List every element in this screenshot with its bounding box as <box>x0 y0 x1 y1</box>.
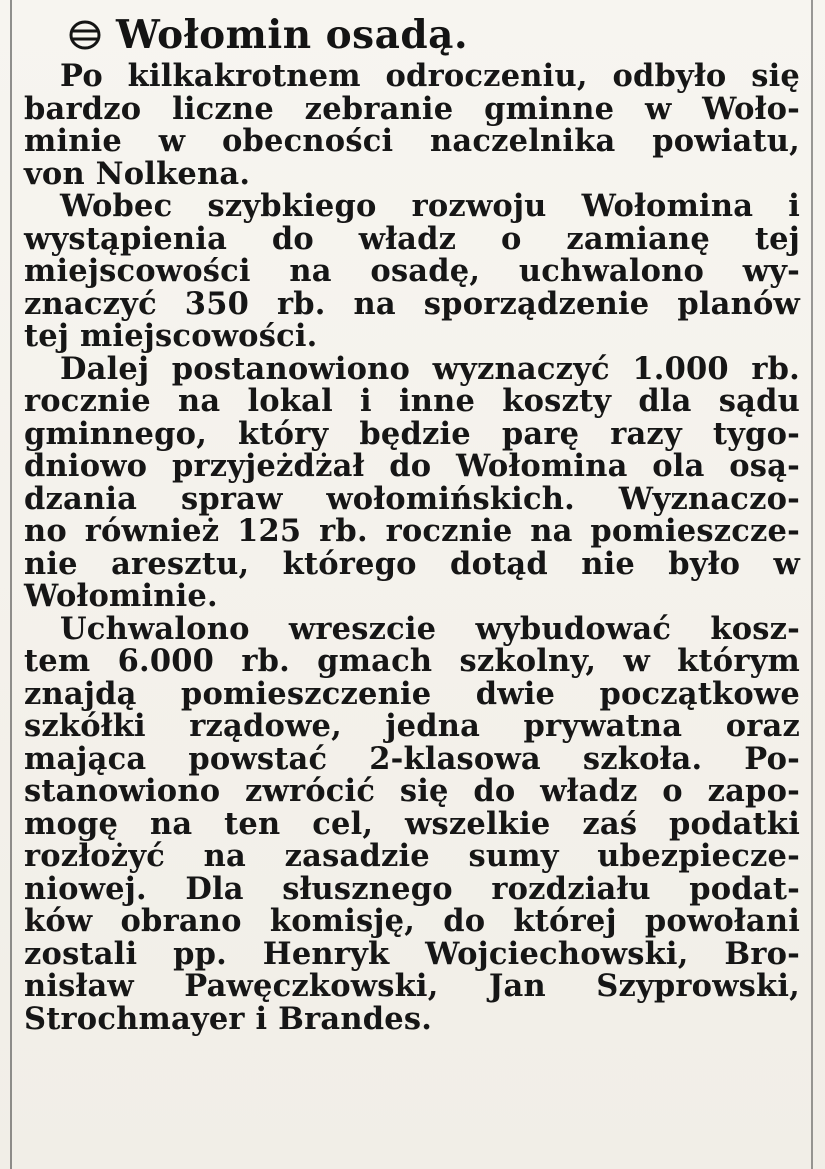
text-line: minie w obecności naczelnika powiatu, <box>24 123 800 159</box>
text-line: niowej. Dla słusznego rozdziału podat- <box>24 870 800 907</box>
text-line: szkółki rządowe, jedna prywatna oraz <box>24 708 800 744</box>
text-line: wystąpienia do władz o zamianę tej <box>24 220 800 257</box>
text-line: tej miejscowości. <box>24 318 318 354</box>
paragraph-3 <box>24 350 800 614</box>
circled-horizontal-bars-icon <box>68 18 102 52</box>
paragraph-4 <box>24 610 800 1037</box>
text-line: miejscowości na osadę, uchwalono wy- <box>24 253 800 289</box>
text-line: Wobec szybkiego rozwoju Wołomina i <box>60 188 800 224</box>
text-line: ków obrano komisję, do której powołani <box>24 903 800 939</box>
text-line: mająca powstać 2-klasowa szkoła. Po- <box>24 740 800 777</box>
column-rule-right <box>811 0 813 1169</box>
paragraph-1 <box>24 60 800 190</box>
text-line: Uchwalono wreszcie wybudować kosz- <box>60 610 800 647</box>
text-line: znaczyć 350 rb. na sporządzenie planów <box>24 285 800 322</box>
headline <box>68 10 800 60</box>
text-line: dniowo przyjeżdżał do Wołomina ola osą- <box>24 448 800 484</box>
article <box>24 10 800 1035</box>
text-line: zostali pp. Henryk Wojciechowski, Bro- <box>24 935 800 972</box>
text-line: Po kilkakrotnem odroczeniu, odbyło się <box>60 58 800 94</box>
text-line: Wołominie. <box>24 578 218 614</box>
text-line: von Nolkena. <box>24 155 251 192</box>
text-line: mogę na ten cel, wszelkie zaś podatki <box>24 805 800 842</box>
article-title: Wołomin osadą. <box>116 12 469 58</box>
text-line: nisław Pawęczkowski, Jan Szyprowski, <box>24 968 800 1004</box>
text-line: znajdą pomieszczenie dwie początkowe <box>24 675 800 712</box>
column-rule-left <box>10 0 12 1169</box>
text-line: stanowiono zwrócić się do władz o zapo- <box>24 773 800 809</box>
text-line: Dalej postanowiono wyznaczyć 1.000 rb. <box>60 350 800 387</box>
text-line: tem 6.000 rb. gmach szkolny, w którym <box>24 643 800 679</box>
text-line: dzania spraw wołomińskich. Wyznaczo- <box>24 480 800 517</box>
text-line: bardzo liczne zebranie gminne w Woło- <box>24 90 800 127</box>
paragraph-2 <box>24 190 800 353</box>
text-line: gminnego, który będzie parę razy tygo- <box>24 415 800 452</box>
text-line: rocznie na lokal i inne koszty dla sądu <box>24 383 800 419</box>
text-line: no również 125 rb. rocznie na pomieszcze- <box>24 513 800 549</box>
text-line: Strochmayer i Brandes. <box>24 1000 433 1037</box>
text-line: nie aresztu, którego dotąd nie było w <box>24 545 800 582</box>
text-line: rozłożyć na zasadzie sumy ubezpiecze- <box>24 838 800 874</box>
